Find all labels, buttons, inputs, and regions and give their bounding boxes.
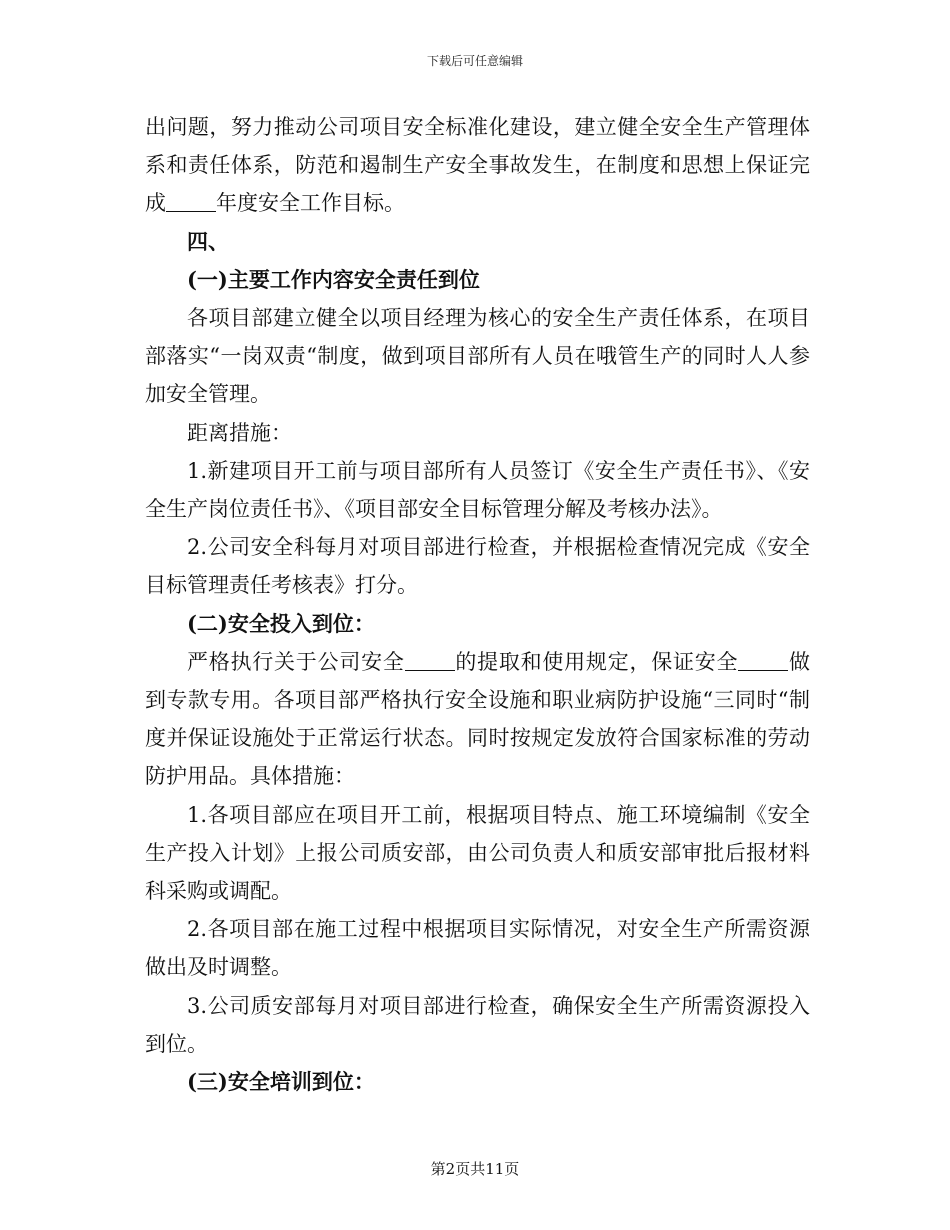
paragraph-6: 1.各项目部应在项目开工前，根据项目特点、施工环境编制《安全生产投入计划》上报公司质安部，由公司负责人和质安部审批后报材料科采购或调配。 xyxy=(145,802,810,904)
heading-1: (一)主要工作内容安全责任到位 xyxy=(187,266,480,292)
page-footer: 第2页共11页 xyxy=(430,1160,520,1178)
paragraph-1: 各项目部建立健全以项目经理为核心的安全生产责任体系，在项目部落实“一岗双责“制度，做到项目部所有人员在哦管生产的同时人人参加安全管理。 xyxy=(145,306,810,407)
text-span: 的提取和使用规定，保证安全 xyxy=(454,649,739,674)
paragraph-8: 3.公司质安部每月对项目部进行检查，确保安全生产所需资源投入到位。 xyxy=(145,993,810,1056)
paragraph-intro xyxy=(145,108,810,223)
heading-3: (三)安全培训到位： xyxy=(187,1069,375,1095)
heading-2: (二)安全投入到位： xyxy=(187,610,375,636)
section-heading-4: 四、 xyxy=(187,228,229,254)
page-header: 下载后可任意编辑 xyxy=(426,54,523,68)
paragraph-3: 1.新建项目开工前与项目部所有人员签订《安全生产责任书》、《安全生产岗位责任书》、《项目部安全目标管理分解及考核办法》。 xyxy=(145,458,810,522)
document-body xyxy=(145,108,810,1101)
fill-blank xyxy=(166,190,216,212)
text-span: 出问题，努力推动公司项目安全标准化建设，建立健全安全生产管理体系和责任体系，防范和遏制生产安全事故发生，在制度和思想上保证完成 xyxy=(145,115,810,216)
fill-blank xyxy=(738,649,788,671)
paragraph-7: 2.各项目部在施工过程中根据项目实际情况，对安全生产所需资源做出及时调整。 xyxy=(145,917,810,980)
paragraph-2: 距离措施： xyxy=(187,420,292,445)
fill-blank xyxy=(405,649,455,671)
paragraph-5 xyxy=(145,643,810,796)
text-span: 严格执行关于公司安全 xyxy=(187,649,405,674)
text-span: 做到专款专用。各项目部严格执行安全设施和职业病防护设施“三同时“制度并保证设施处于正常运行状态。同时按规定发放符合国家标准的劳动防护用品。具体措施： xyxy=(145,649,811,789)
text-span: 年度安全工作目标。 xyxy=(216,191,405,216)
paragraph-4: 2.公司安全科每月对项目部进行检查，并根据检查情况完成《安全目标管理责任考核表》打分。 xyxy=(145,535,810,598)
